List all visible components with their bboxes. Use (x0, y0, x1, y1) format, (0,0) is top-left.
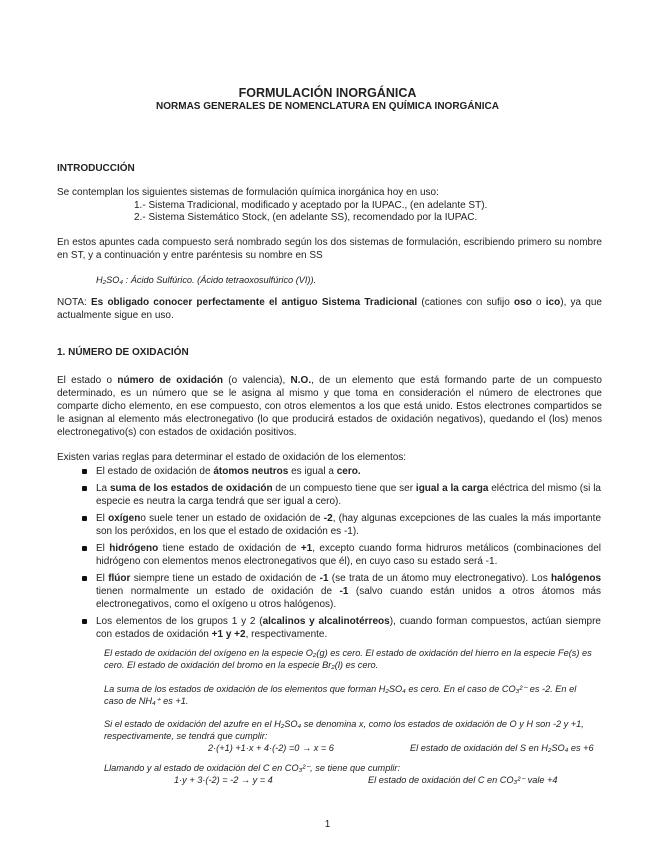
rule-item (96, 572, 601, 611)
rule5-text: El (96, 573, 109, 584)
example-3-result: El estado de oxidación del S en H₂SO₄ es +6 (410, 743, 594, 753)
rule3-bold: oxígen (108, 513, 141, 524)
rule-item (96, 512, 601, 538)
p1-e: , de un elemento que está formando parte de un compuesto determinado, es un número que se le asigna al mismo y que toma en consideración el número de electrones que comparte dicho elemento, en ese compuesto, con otros elementos a los que está unido. Estos electrones compartidos se le asignan al elemento más electronegativo (lo que producirá estados de oxidación negativos), quedando el (los) menos electronegativo(s) con estados de oxidación positivos. (57, 375, 602, 438)
intro-list-item-2: 2.- Sistema Sistemático Stock, (en adelante SS), recomendado por la IUPAC. (134, 212, 478, 223)
document-title: FORMULACIÓN INORGÁNICA (238, 86, 417, 100)
rule5-text-5: (salvo cuando están unidos a otros átomos más electronegativos, como el oxígeno u otros halógenos). (96, 586, 601, 610)
rule3-text-2: o suele tener un estado de oxidación de (140, 513, 324, 524)
rule6-bold-2: +1 y +2 (211, 629, 246, 640)
rule-item (96, 542, 601, 568)
example-3: Si el estado de oxidación del azufre en el H₂SO₄ se denomina x, como los estados de oxidación de O y H son -2 y +1, respectivamente, se tendrá que cumplir: (104, 719, 584, 741)
rule5-bold-4: -1 (339, 586, 349, 597)
rule5-bold-2: -1 (319, 573, 329, 584)
rule5-text-2: siempre tiene un estado de oxidación de (130, 573, 320, 584)
rule4-bold: hidrógeno (109, 543, 159, 554)
rule2-text-3: eléctrica del mismo (si la especie es neutra la carga tendrá que ser igual a cero). (96, 483, 601, 507)
rule3-text-3: , (hay algunas excepciones de las cuales la más importante son los peróxidos, en los que el estado de oxidación es -1). (96, 513, 602, 537)
rule4-text-3: , excepto cuando forma hidruros metálicos (combinaciones del hidrógeno con elementos menos electronegativos que él), en cuyo caso su estado será -1. (96, 543, 601, 567)
example-4-result: El estado de oxidación del C en CO₃²⁻ vale +4 (368, 775, 558, 785)
bullet-icon (82, 469, 87, 474)
rule2-bold-2: igual a la carga (415, 483, 489, 494)
rule6-text: Los elementos de los grupos 1 y 2 ( (96, 616, 263, 627)
nota-mid-2: o (531, 297, 546, 308)
p1-b: número de oxidación (117, 375, 223, 386)
rule2-text-2: de un compuesto tiene que ser (272, 483, 416, 494)
rule5-bold-3: halógenos (551, 573, 602, 584)
intro-heading: INTRODUCCIÓN (57, 163, 135, 174)
bullet-icon (82, 486, 87, 491)
document-subtitle: NORMAS GENERALES DE NOMENCLATURA EN QUÍMICA INORGÁNICA (156, 101, 499, 112)
rule3-text: El (96, 513, 109, 524)
bullet-icon (82, 516, 87, 521)
example-1: El estado de oxidación del oxígeno en la especie O₂(g) es cero. El estado de oxidación del hierro en la especie Fe(s) es cero. El estado de oxidación del bromo en la especie Br₂(l) es cero. (104, 648, 592, 670)
rule-item (96, 482, 601, 508)
bullet-icon (82, 546, 87, 551)
p1-d: N.O. (290, 375, 312, 386)
rule6-bold: alcalinos y alcalinotérreos (262, 616, 390, 627)
rule1-text: El estado de oxidación de (96, 466, 214, 477)
nota-end: ), ya que actualmente sigue en uso. (57, 297, 602, 321)
intro-example: H₂SO₄ : Ácido Sulfúrico. (Ácido tetraoxosulfúrico (VI)). (96, 275, 317, 285)
intro-paragraph-2: En estos apuntes cada compuesto será nombrado según los dos sistemas de formulación, escribiendo primero su nombre en ST, y a continuación y entre paréntesis su nombre en SS (57, 237, 602, 261)
rules-intro: Existen varias reglas para determinar el estado de oxidación de los elementos: (57, 452, 407, 463)
nota-mid-1: (cationes con sufijo (417, 297, 515, 308)
section1-heading: 1. NÚMERO DE OXIDACIÓN (57, 347, 189, 358)
rule-item (96, 615, 601, 641)
intro-paragraph: Se contemplan los siguientes sistemas de formulación química inorgánica hoy en uso: (57, 187, 439, 198)
intro-list-item-1: 1.- Sistema Tradicional, modificado y aceptado por la IUPAC., (en adelante ST). (134, 200, 488, 211)
page-number: 1 (324, 819, 331, 830)
example-2: La suma de los estados de oxidación de los elementos que forman H₂SO₄ es cero. En el caso de CO₃²⁻ es -2. En el caso de NH₄⁺ es +1. (104, 684, 577, 706)
rule1-bold: átomos neutros (213, 466, 289, 477)
p1-a: El estado o (57, 375, 118, 386)
bullet-icon (82, 576, 87, 581)
nota-bold: Es obligado conocer perfectamente el antiguo Sistema Tradicional (91, 297, 418, 308)
rule5-text-3: (se trata de un átomo muy electronegativo). Los (328, 573, 551, 584)
nota-paragraph (57, 296, 602, 322)
example-4: Llamando y al estado de oxidación del C en CO₃²⁻, se tiene que cumplir: (104, 763, 401, 773)
rule5-text-4: tienen normalmente un estado de oxidación de (96, 586, 340, 597)
rule5-bold: flúor (108, 573, 131, 584)
rule3-bold-2: -2 (323, 513, 333, 524)
rule4-text: El (96, 543, 110, 554)
example-3-equation: 2·(+1) +1·x + 4·(-2) =0 → x = 6 (208, 743, 334, 753)
rule4-text-2: tiene estado de oxidación de (158, 543, 301, 554)
bullet-icon (82, 619, 87, 624)
rule6-text-2: ), cuando forman compuestos, actúan siempre con estados de oxidación (96, 616, 601, 640)
nota-ico: ico (545, 297, 561, 308)
rule6-text-3: , respectivamente. (245, 629, 328, 640)
rule4-bold-2: +1 (300, 543, 313, 554)
nota-prefix: NOTA: (57, 297, 92, 308)
rules-list (96, 465, 601, 641)
example-4-equation: 1·y + 3·(-2) = -2 → y = 4 (174, 775, 273, 785)
nota-oso: oso (514, 297, 532, 308)
section1-paragraph (57, 374, 602, 439)
rule-item (96, 465, 601, 478)
rule1-text-2: es igual a (288, 466, 337, 477)
rule2-bold: suma de los estados de oxidación (109, 483, 273, 494)
rule1-bold-2: cero. (336, 466, 361, 477)
rule2-text: La (96, 483, 110, 494)
p1-c: (o valencia), (222, 375, 291, 386)
